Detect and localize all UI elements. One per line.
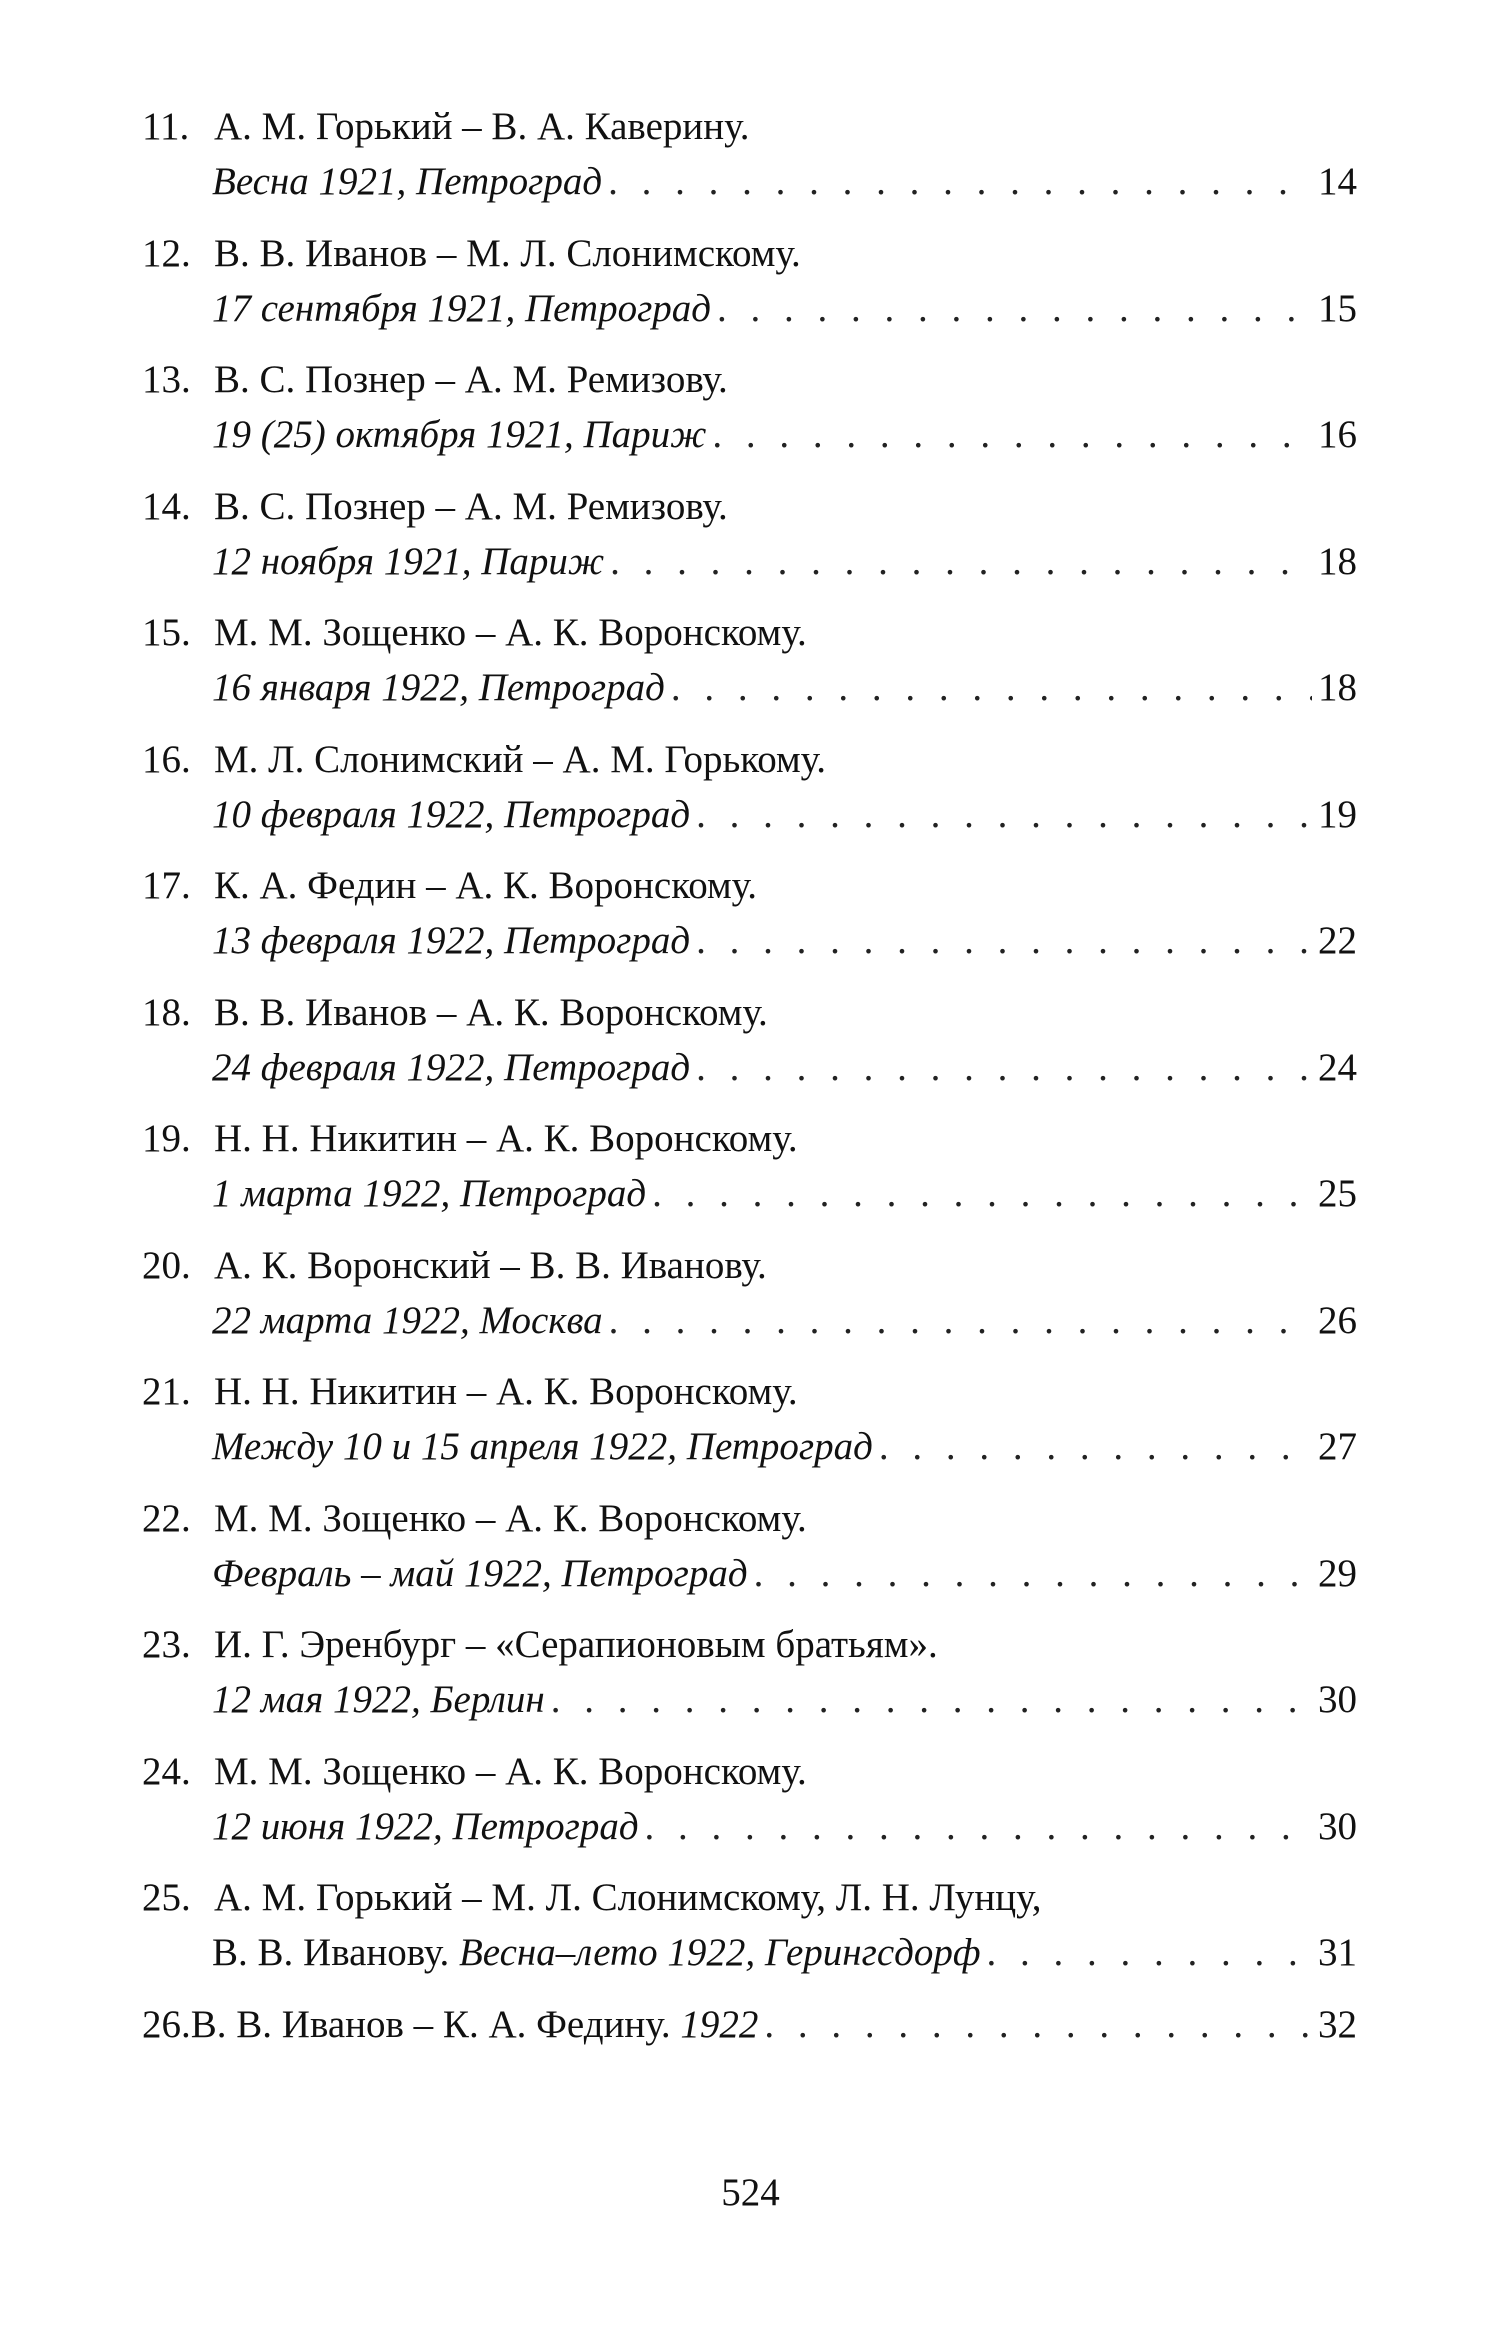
entry-title: М. М. Зощенко – А. К. Воронскому. <box>214 1496 807 1540</box>
entry-number: 16. <box>142 737 191 781</box>
entry-number: 25. <box>142 1876 191 1919</box>
toc-entry <box>142 608 1357 735</box>
dot-leader <box>754 1549 1312 1599</box>
toc-entry <box>142 1241 1357 1368</box>
toc-entry <box>142 1367 1357 1494</box>
entry-date: 16 января 1922, Петроград <box>212 666 665 709</box>
dot-leader <box>696 916 1312 966</box>
entry-number: 14. <box>142 484 191 528</box>
entry-date: 19 (25) октября 1921, Париж <box>212 413 707 456</box>
entry-title: В. С. Познер – А. М. Ремизову. <box>214 484 728 528</box>
entry-page: 18 <box>1318 539 1357 583</box>
dot-leader <box>609 1296 1312 1346</box>
toc-entry <box>142 1494 1357 1621</box>
entry-number: 20. <box>142 1243 191 1287</box>
entry-title: К. А. Федин – А. К. Воронскому. <box>214 864 757 907</box>
toc-entry <box>142 229 1357 356</box>
entry-title: Н. Н. Никитин – А. К. Воронскому. <box>214 1117 798 1160</box>
entry-number: 24. <box>142 1749 191 1793</box>
entry-title: В. С. Познер – А. М. Ремизову. <box>214 358 728 401</box>
entry-date: 12 мая 1922, Берлин <box>212 1678 545 1721</box>
entry-date: 13 февраля 1922, Петроград <box>212 919 691 962</box>
entry-page: 19 <box>1318 792 1357 836</box>
entry-page: 26 <box>1318 1298 1357 1342</box>
toc-entry <box>142 102 1357 229</box>
page-number: 524 <box>721 2171 780 2214</box>
entry-title: Н. Н. Никитин – А. К. Воронскому. <box>214 1370 798 1413</box>
dot-leader <box>696 790 1312 840</box>
entry-title: М. М. Зощенко – А. К. Воронскому. <box>214 611 807 654</box>
dot-leader <box>671 663 1312 713</box>
entry-number: 26. <box>142 2002 191 2046</box>
entry-page: 27 <box>1318 1425 1357 1468</box>
toc-entry <box>142 861 1357 988</box>
toc-entry <box>142 1873 1357 2000</box>
dot-leader <box>987 1928 1312 1978</box>
entry-page: 25 <box>1318 1172 1357 1215</box>
entry-number: 23. <box>142 1623 191 1666</box>
entry-page: 22 <box>1318 919 1357 962</box>
entry-title: А. К. Воронский – В. В. Иванову. <box>214 1243 767 1287</box>
entry-number: 11. <box>142 105 190 148</box>
entry-date: 12 июня 1922, Петроград <box>212 1804 639 1848</box>
dot-leader <box>764 2000 1312 2050</box>
table-of-contents <box>142 102 1357 2126</box>
entry-title: А. М. Горький – В. А. Каверину. <box>214 105 750 148</box>
dot-leader <box>879 1422 1312 1472</box>
dot-leader <box>645 1802 1312 1852</box>
entry-title: И. Г. Эренбург – «Серапионовым братьям». <box>214 1623 938 1666</box>
entry-number: 22. <box>142 1496 191 1540</box>
dot-leader <box>551 1675 1312 1725</box>
entry-page: 15 <box>1318 286 1357 330</box>
toc-entry <box>142 355 1357 482</box>
entry-page: 29 <box>1318 1551 1357 1595</box>
entry-date: 1 марта 1922, Петроград <box>212 1172 647 1215</box>
entry-title: М. Л. Слонимский – А. М. Горькому. <box>214 737 827 781</box>
entry-date: Между 10 и 15 апреля 1922, Петроград <box>212 1425 873 1468</box>
toc-entry <box>142 735 1357 862</box>
entry-title: В. В. Иванов – К. А. Федину. <box>190 2002 671 2046</box>
entry-title: В. В. Иванов – А. К. Воронскому. <box>214 990 768 1034</box>
entry-page: 30 <box>1318 1678 1357 1721</box>
dot-leader <box>652 1169 1312 1219</box>
dot-leader <box>608 157 1312 207</box>
entry-title-continued: В. В. Иванову. <box>212 1931 450 1974</box>
entry-page: 30 <box>1318 1804 1357 1848</box>
entry-page: 16 <box>1318 413 1357 456</box>
entry-number: 15. <box>142 611 191 654</box>
entry-page: 31 <box>1318 1931 1357 1974</box>
entry-date: 22 марта 1922, Москва <box>212 1298 603 1342</box>
entry-number: 19. <box>142 1117 191 1160</box>
toc-entry <box>142 1114 1357 1241</box>
entry-page: 14 <box>1318 160 1357 203</box>
dot-leader <box>696 1043 1312 1093</box>
entry-date: Весна 1921, Петроград <box>212 160 603 203</box>
entry-title: А. М. Горький – М. Л. Слонимскому, Л. Н. Лунцу, <box>214 1876 1042 1919</box>
entry-date: Февраль – май 1922, Петроград <box>212 1551 748 1595</box>
entry-number: 17. <box>142 864 191 907</box>
toc-entry <box>142 2000 1357 2127</box>
entry-number: 21. <box>142 1370 191 1413</box>
dot-leader <box>717 284 1312 334</box>
entry-number: 12. <box>142 231 191 275</box>
entry-date: 17 сентября 1921, Петроград <box>212 286 712 330</box>
entry-date: 10 февраля 1922, Петроград <box>212 792 691 836</box>
toc-entry <box>142 1747 1357 1874</box>
entry-title: М. М. Зощенко – А. К. Воронскому. <box>214 1749 807 1793</box>
dot-leader <box>712 410 1312 460</box>
toc-entry <box>142 988 1357 1115</box>
entry-date: 12 ноября 1921, Париж <box>212 539 605 583</box>
entry-page: 24 <box>1318 1045 1357 1089</box>
entry-date: 1922 <box>680 2002 759 2046</box>
entry-number: 13. <box>142 358 191 401</box>
entry-date: 24 февраля 1922, Петроград <box>212 1045 691 1089</box>
entry-title: В. В. Иванов – М. Л. Слонимскому. <box>214 231 801 275</box>
entry-date: Весна–лето 1922, Герингсдорф <box>458 1931 981 1974</box>
entry-page: 32 <box>1318 2002 1357 2046</box>
entry-number: 18. <box>142 990 191 1034</box>
toc-entry <box>142 1620 1357 1747</box>
dot-leader <box>610 537 1312 587</box>
entry-page: 18 <box>1318 666 1357 709</box>
toc-entry <box>142 482 1357 609</box>
